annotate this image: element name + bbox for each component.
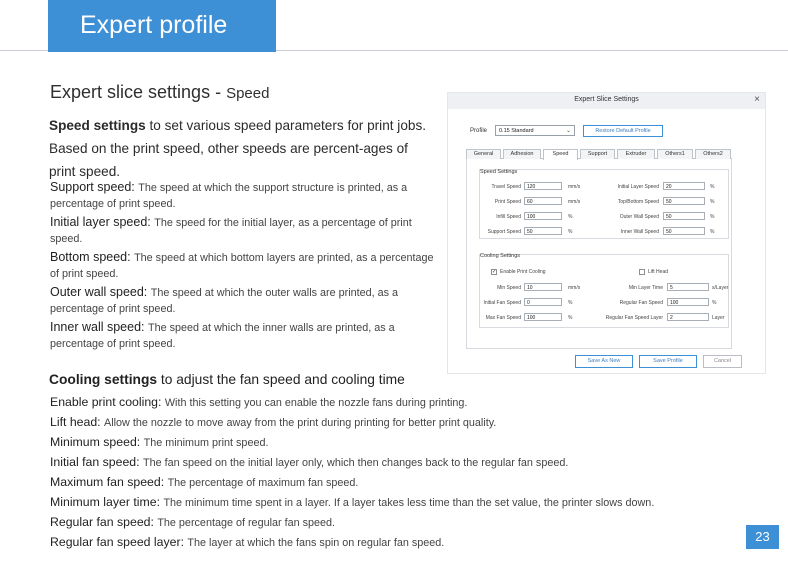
tab-others2[interactable]: Others2 (695, 149, 731, 159)
section-subtitle: Speed (226, 85, 270, 102)
field-label: Max Fan Speed (485, 315, 521, 321)
definition-term: Inner wall speed: (50, 320, 148, 334)
page-number: 23 (746, 525, 779, 549)
dialog-titlebar (448, 93, 765, 109)
field-unit: % (710, 199, 715, 205)
cooling-heading (49, 372, 405, 387)
field-label: Top/Bottom Speed (617, 199, 659, 205)
save-profile-button[interactable]: Save Profile (639, 355, 697, 368)
lift-head-label: Lift Head (648, 269, 669, 275)
field-label: Min Layer Time (628, 285, 663, 291)
cooling-item (50, 413, 750, 433)
definition-item (50, 180, 435, 211)
field-unit: % (710, 229, 715, 235)
cooling-term: Regular fan speed layer: (50, 535, 188, 549)
tab-support[interactable]: Support (580, 149, 615, 159)
field-label: Regular Fan Speed Layer (605, 315, 663, 321)
cooling-term: Initial fan speed: (50, 455, 143, 469)
intro-bold: Speed settings (49, 118, 146, 133)
field-unit: % (568, 214, 573, 220)
cooling-desc: The percentage of regular fan speed. (157, 517, 335, 529)
field-label: Print Speed (494, 199, 521, 205)
cooling-term: Regular fan speed: (50, 515, 158, 529)
enable-print-cooling-checkbox[interactable]: ✓ (492, 269, 497, 275)
cooling-desc: Allow the nozzle to move away from the print during printing for better print quality. (104, 417, 497, 429)
field-unit: Layer (712, 315, 725, 321)
cooling-bold: Cooling settings (49, 372, 158, 387)
close-icon[interactable]: × (754, 94, 760, 105)
cooling-term: Lift head: (50, 415, 105, 429)
max-fan-speed-input[interactable]: 100 (524, 313, 562, 321)
definition-term: Initial layer speed: (50, 215, 155, 229)
field-label: Outer Wall Speed (619, 214, 659, 220)
section-title-main: Expert slice settings (50, 82, 211, 102)
header-title: Expert profile (48, 0, 276, 52)
support-speed-input[interactable]: 50 (524, 227, 562, 235)
tab-speed[interactable]: Speed (543, 149, 578, 160)
cancel-button[interactable]: Cancel (703, 355, 742, 368)
cooling-rest: to adjust the fan speed and cooling time (157, 372, 405, 387)
definition-term: Support speed: (50, 180, 139, 194)
inner-wall-speed-input[interactable]: 50 (663, 227, 705, 235)
profile-select[interactable] (495, 125, 575, 136)
cooling-desc: The percentage of maximum fan speed. (167, 477, 359, 489)
cooling-term: Minimum layer time: (50, 495, 164, 509)
definition-desc: The speed at which the support structure is printed, as a percentage of print speed. (50, 182, 408, 210)
section-title-separator: - (210, 82, 227, 102)
tab-general[interactable]: General (466, 149, 501, 159)
dialog-title: Expert Slice Settings (574, 96, 639, 103)
cooling-item (50, 473, 750, 493)
cooling-definitions (50, 393, 750, 553)
profile-value: 0.15 Standard (499, 127, 534, 134)
field-unit: mm/s (568, 184, 581, 190)
field-unit: % (710, 214, 715, 220)
cooling-item (50, 493, 750, 513)
field-label: Regular Fan Speed (619, 300, 663, 306)
profile-label: Profile (470, 128, 488, 134)
restore-default-profile-button[interactable]: Restore Default Profile (583, 125, 663, 137)
definition-desc: The speed at which the inner walls are printed, as a percentage of print speed. (50, 322, 395, 350)
min-layer-time-input[interactable]: 5 (667, 283, 709, 291)
tab-others1[interactable]: Others1 (657, 149, 693, 159)
field-unit: % (568, 229, 573, 235)
definition-item (50, 215, 435, 246)
definition-item (50, 250, 435, 281)
speed-definitions (50, 180, 435, 355)
speed-tab-panel (466, 159, 732, 349)
lift-head-checkbox[interactable] (639, 269, 645, 275)
chevron-down-icon: ⌄ (565, 128, 571, 134)
print-speed-input[interactable]: 60 (524, 197, 562, 205)
definition-item (50, 285, 435, 316)
outer-wall-speed-input[interactable]: 50 (663, 212, 705, 220)
field-unit: mm/s (568, 285, 581, 291)
field-label: Inner Wall Speed (620, 229, 659, 235)
definition-desc: The speed at which the outer walls are printed, as a percentage of print speed. (50, 287, 399, 315)
cooling-desc: The minimum time spent in a layer. If a layer takes less time than the set value, the printer slows down. (163, 497, 655, 509)
field-unit: % (568, 300, 573, 306)
cooling-item (50, 513, 750, 533)
cooling-item (50, 393, 750, 413)
regular-fan-speed-layer-input[interactable]: 2 (667, 313, 709, 321)
field-label: Initial Fan Speed (483, 300, 521, 306)
section-title (50, 82, 269, 103)
field-label: Support Speed (487, 229, 521, 235)
cooling-settings-title: Cooling Settings (480, 253, 521, 259)
save-as-new-button[interactable]: Save As New (575, 355, 633, 368)
cooling-term: Enable print cooling: (50, 395, 165, 409)
definition-term: Outer wall speed: (50, 285, 151, 299)
infill-speed-input[interactable]: 100 (524, 212, 562, 220)
intro-rest: to set various speed parameters for print jobs. Based on the print speed, other speeds are percent-ages of print speed. (49, 118, 427, 179)
tab-adhesion[interactable]: Adhesion (503, 149, 541, 159)
field-unit: % (568, 315, 573, 321)
definition-desc: The speed for the initial layer, as a percentage of print speed. (50, 217, 412, 245)
cooling-desc: The minimum print speed. (143, 437, 269, 449)
definition-term: Bottom speed: (50, 250, 135, 264)
initial-fan-speed-input[interactable]: 0 (524, 298, 562, 306)
speed-settings-title: Speed Settings (480, 169, 518, 175)
top-bottom-speed-input[interactable]: 50 (663, 197, 705, 205)
initial-layer-speed-input[interactable]: 20 (663, 182, 705, 190)
enable-print-cooling-label: Enable Print Cooling (500, 269, 546, 275)
field-label: Travel Speed (491, 184, 521, 190)
definition-desc: The speed at which bottom layers are printed, as a percentage of print speed. (50, 252, 434, 280)
field-unit: % (710, 184, 715, 190)
cooling-item (50, 453, 750, 473)
cooling-term: Maximum fan speed: (50, 475, 168, 489)
expert-slice-settings-dialog (447, 92, 766, 374)
field-label: Infill Speed (496, 214, 521, 220)
cooling-item (50, 433, 750, 453)
travel-speed-input[interactable]: 120 (524, 182, 562, 190)
cooling-desc: The layer at which the fans spin on regular fan speed. (187, 537, 445, 549)
cooling-term: Minimum speed: (50, 435, 144, 449)
field-label: Initial Layer Speed (617, 184, 659, 190)
cooling-desc: The fan speed on the initial layer only, which then changes back to the regular fan speed. (142, 457, 569, 469)
field-unit: s/Layer (712, 285, 729, 291)
settings-tabs (466, 149, 732, 159)
field-label: Min Speed (497, 285, 521, 291)
field-unit: % (712, 300, 717, 306)
tab-extruder[interactable]: Extruder (617, 149, 655, 159)
regular-fan-speed-input[interactable]: 100 (667, 298, 709, 306)
intro-paragraph (49, 114, 434, 183)
min-speed-input[interactable]: 10 (524, 283, 562, 291)
cooling-item (50, 533, 750, 553)
definition-item (50, 320, 435, 351)
cooling-desc: With this setting you can enable the nozzle fans during printing. (164, 397, 468, 409)
field-unit: mm/s (568, 199, 581, 205)
